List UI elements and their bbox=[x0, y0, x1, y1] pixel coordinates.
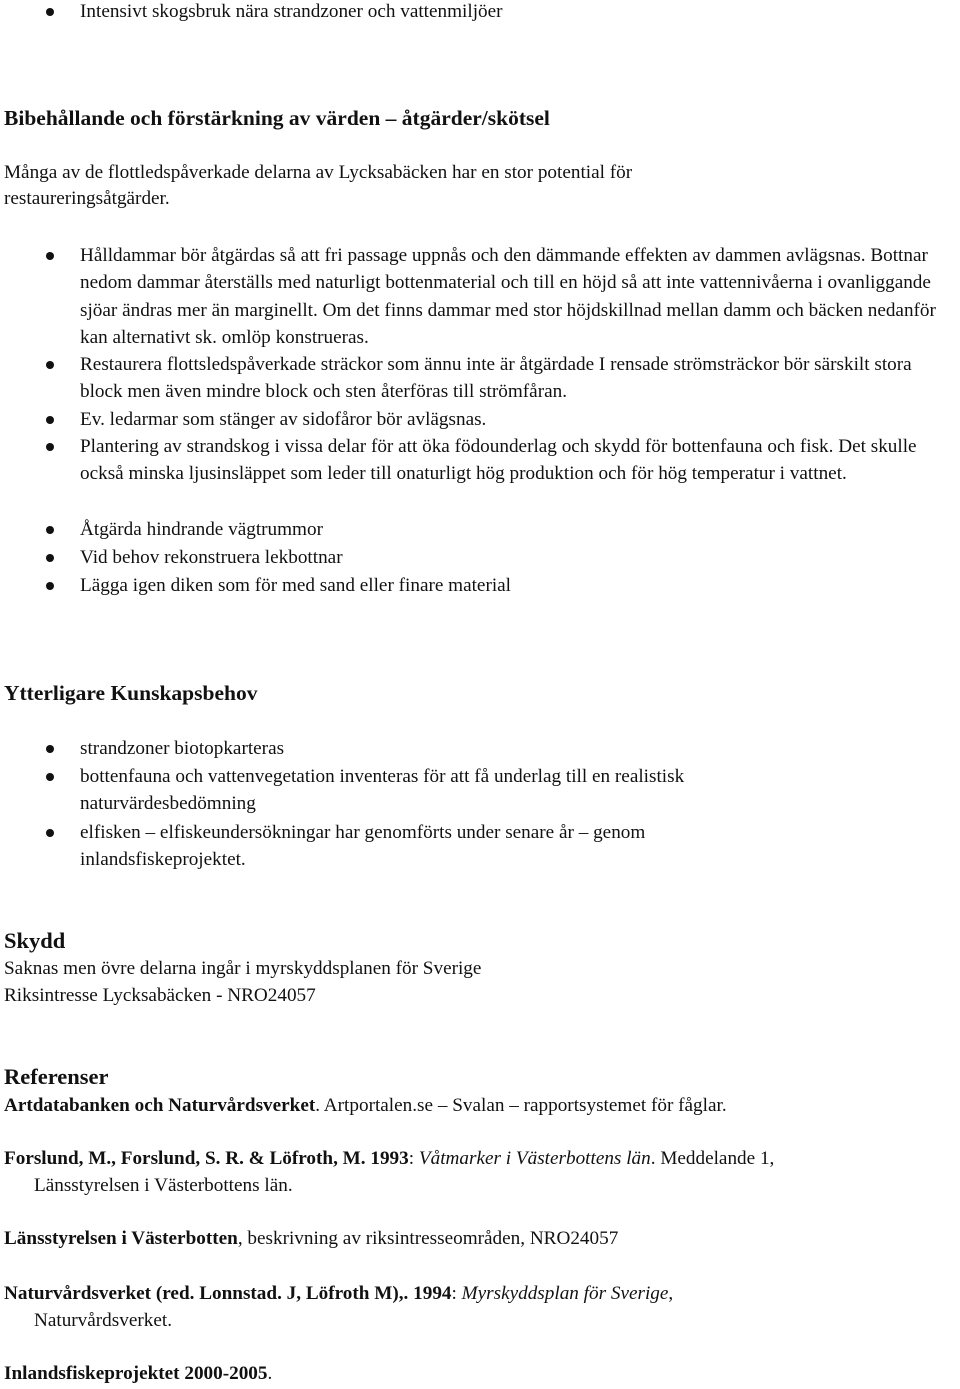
list-item: Åtgärda hindrande vägtrummor bbox=[80, 519, 323, 540]
bullet-icon bbox=[46, 554, 54, 562]
section-heading: Bibehållande och förstärkning av värden – åtgärder/skötsel bbox=[4, 106, 550, 130]
bullet-icon bbox=[46, 745, 54, 753]
bullet-icon bbox=[46, 8, 54, 16]
bullet-icon bbox=[46, 829, 54, 837]
reference-separator: : bbox=[451, 1283, 462, 1304]
list-item: Intensivt skogsbruk nära strandzoner och vattenmiljöer bbox=[80, 1, 503, 22]
paragraph-line: restaureringsåtgärder. bbox=[4, 188, 170, 209]
reference-text: . bbox=[267, 1363, 273, 1384]
reference-continuation: Naturvårdsverket. bbox=[34, 1310, 172, 1331]
paragraph-line: Riksintresse Lycksabäcken - NRO24057 bbox=[4, 985, 316, 1006]
bullet-icon bbox=[46, 252, 54, 260]
reference-authors: Länsstyrelsen i Västerbotten bbox=[4, 1228, 238, 1249]
list-item: Ev. ledarmar som stänger av sidofåror bör avlägsnas. bbox=[80, 409, 487, 430]
reference-entry bbox=[4, 1225, 956, 1252]
section-heading: Referenser bbox=[4, 1064, 109, 1089]
bullet-icon bbox=[46, 443, 54, 451]
list-item: bottenfauna och vattenvegetation inventeras för att få underlag till en realistisk naturvärdesbedömning bbox=[80, 766, 685, 815]
reference-entry bbox=[4, 1145, 956, 1199]
list-item: Vid behov rekonstruera lekbottnar bbox=[80, 547, 343, 568]
paragraph-line: Saknas men övre delarna ingår i myrskyddsplanen för Sverige bbox=[4, 958, 482, 979]
bullet-icon bbox=[46, 773, 54, 781]
section-heading: Skydd bbox=[4, 928, 66, 953]
bullet-icon bbox=[46, 361, 54, 369]
list-item: strandzoner biotopkarteras bbox=[80, 738, 285, 759]
list-item: Plantering av strandskog i vissa delar för att öka födounderlag och skydd för bottenfauna och fisk. Det skulle också minska ljusinsläppet som leder till onaturligt hög produktion och för hög temperatur i vattnet. bbox=[80, 436, 917, 485]
reference-text: . Meddelande 1, bbox=[650, 1148, 775, 1169]
bullet-icon bbox=[46, 416, 54, 424]
bullet-icon bbox=[46, 582, 54, 590]
list-item: Lägga igen diken som för med sand eller finare material bbox=[80, 575, 512, 596]
reference-text: . Artportalen.se – Svalan – rapportsystemet för fåglar. bbox=[315, 1095, 727, 1116]
list-item: Hålldammar bör åtgärdas så att fri passage uppnås och den dämmande effekten av dammen avlägsnas. Bottnar nedom dammar återställs med naturligt bottenmaterial och till en höjd så att inte vattennivåerna i ovanliggande sjöar ändras mer än marginellt. Om det finns dammar med stor höjdskillnad mellan damm och bäcken nedanför kan alternativt sk. omlöp konstrueras. bbox=[80, 245, 936, 349]
reference-authors: Inlandsfiskeprojektet 2000-2005 bbox=[4, 1363, 268, 1384]
reference-authors: Naturvårdsverket (red. Lonnstad. J, Löfroth M),. 1994 bbox=[4, 1283, 452, 1304]
reference-title: Myrskyddsplan för Sverige bbox=[461, 1283, 669, 1304]
bullet-icon bbox=[46, 526, 54, 534]
list-item: Restaurera flottsledspåverkade sträckor som ännu inte är åtgärdade I rensade strömsträckor bör särskilt stora block men även mindre block och sten återföras till strömfåran. bbox=[80, 354, 912, 403]
list-item: elfisken – elfiskeundersökningar har genomförts under senare år – genom inlandsfiskeprojektet. bbox=[80, 822, 646, 871]
reference-text: , beskrivning av riksintresseområden, NRO24057 bbox=[237, 1228, 619, 1249]
reference-separator: : bbox=[408, 1148, 419, 1169]
reference-authors: Artdatabanken och Naturvårdsverket bbox=[4, 1095, 316, 1116]
paragraph-line: Många av de flottledspåverkade delarna av Lycksabäcken har en stor potential för bbox=[4, 162, 633, 183]
reference-entry bbox=[4, 1280, 956, 1334]
section-heading: Ytterligare Kunskapsbehov bbox=[4, 681, 258, 705]
reference-continuation: Länsstyrelsen i Västerbottens län. bbox=[34, 1175, 293, 1196]
reference-entry bbox=[4, 1092, 956, 1119]
reference-title: Våtmarker i Västerbottens län bbox=[418, 1148, 651, 1169]
reference-entry bbox=[4, 1360, 956, 1387]
reference-text: , bbox=[668, 1283, 674, 1304]
reference-authors: Forslund, M., Forslund, S. R. & Löfroth, M. 1993 bbox=[4, 1148, 409, 1169]
